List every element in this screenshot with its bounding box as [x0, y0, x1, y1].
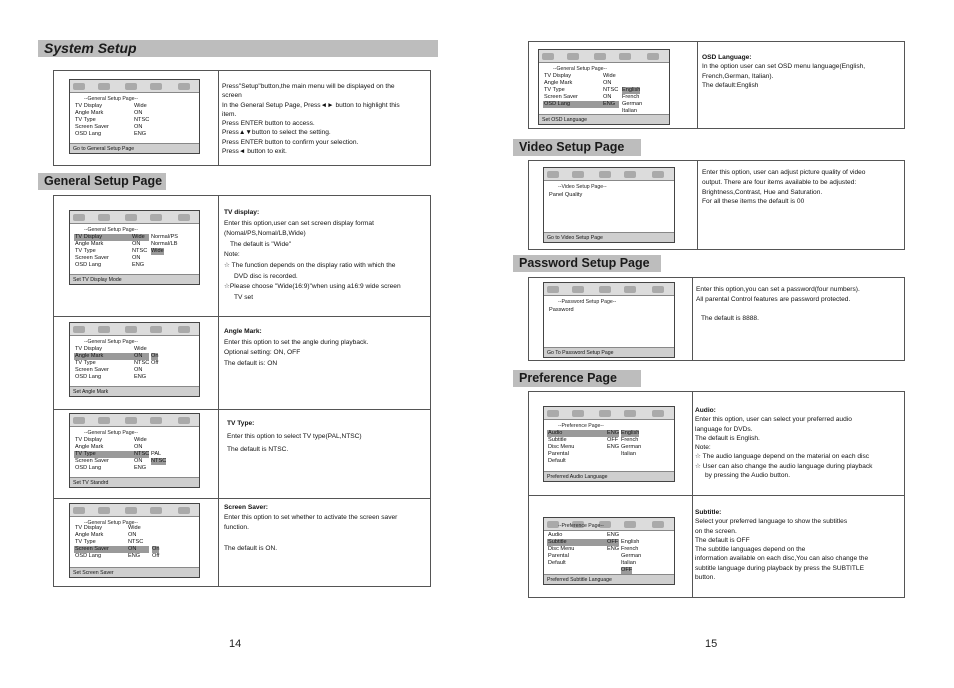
preference-audio-text: Audio: Enter this option, user can select your preferred audio language for DVDs. The default is English. Note: ☆ The audio language depend on the material on each disc ☆ User can also change the audio language during playback by pressing the Audio button.	[695, 407, 873, 480]
osd-language-box	[528, 41, 905, 129]
preference-subtitle-screen: --Preference Page-- Audio ENG Subtitle OFF English Disc Menu ENG French Parental German Default Italian OFF Preferred Subtitle Language	[543, 517, 675, 585]
page-number-right: 15	[705, 638, 718, 650]
video-setup-text: Enter this option, user can adjust picture quality of video output. There are four items available to be adjusted: Brightness,Contrast, Hue and Saturation. For all these items the default is 00	[702, 169, 866, 206]
tv-type-text: TV Type: Enter this option to select TV type(PAL,NTSC) The default is NTSC.	[227, 420, 362, 453]
system-setup-title: System Setup	[44, 40, 137, 56]
general-setup-header	[38, 173, 166, 190]
intro-box	[53, 70, 431, 166]
video-setup-box	[528, 160, 905, 250]
preference-audio-screen: --Preference Page-- Audio ENG English Subtitle OFF French Disc Menu ENG German Parental Italian Default Preferred Audio Language	[543, 406, 675, 482]
video-setup-screen: --Video Setup Page-- Panel Quality Go to Video Setup Page	[543, 167, 675, 243]
page-number-left: 14	[229, 638, 242, 650]
general-setup-screen: --General Setup Page-- TV Display Wide Angle Mark ON TV Type NTSC Screen Saver ON OSD Lang ENG Go to General Setup Page	[69, 79, 200, 154]
tv-type-screen: --General Setup Page-- TV Display Wide Angle Mark ON TV Type NTSC PAL Screen Saver ON NTSC OSD Lang ENG Set TV Standrd	[69, 413, 200, 488]
password-setup-title: Password Setup Page	[519, 256, 650, 270]
tv-display-text: TV display: Enter this option,user can set screen display format (Nomal/PS,Nomal/LB,Wide) The default is "Wide" Note: ☆ The function depends on the display ratio with which the DVD disc is recorded. ☆Please choose "Wide(16:9)"when using a16:9 wide screen TV set	[224, 209, 401, 301]
osd-language-screen: --General Setup Page-- TV Display Wide Angle Mark ON TV Type NTSC English Screen Saver ON French OSD Lang ENG German Italian Set OSD Language	[538, 49, 670, 125]
preference-box	[528, 391, 905, 598]
angle-mark-screen: --General Setup Page-- TV Display Wide Angle Mark ON On TV Type NTSC Off Screen Saver ON OSD Lang ENG Set Angle Mark	[69, 322, 200, 397]
video-setup-header	[513, 139, 641, 156]
password-setup-header	[513, 255, 661, 272]
password-setup-text: Enter this option,you can set a password(four numbers). All parental Control features are password protected. The default is 8888.	[696, 286, 860, 322]
system-setup-header	[38, 40, 438, 57]
intro-text: Press"Setup"button,the main menu will be displayed on the screen In the General Setup Page, Press◄► button to highlight this item. Press ENTER button to access. Press▲▼button to select the setting. Press ENTER button to confirm your selection. Press◄ button to exit.	[222, 83, 400, 156]
screen-saver-screen: --General Setup Page-- TV Display Wide Angle Mark ON TV Type NTSC Screen Saver ON On OSD Lang ENG Off Set Screen Saver	[69, 503, 200, 578]
preference-header	[513, 370, 641, 387]
screen-saver-text: Screen Saver: Enter this option to set whether to activate the screen saver function. The default is ON.	[224, 504, 398, 552]
preference-title: Preference Page	[519, 371, 617, 385]
tv-display-screen: --General Setup Page-- TV Display Wide Normal/PS Angle Mark ON Normal/LB TV Type NTSC Wide Screen Saver ON OSD Lang ENG Set TV Display Mode	[69, 210, 200, 285]
password-setup-box	[528, 277, 905, 361]
angle-mark-text: Angle Mark: Enter this option to set the angle during playback. Optional setting: ON, OFF The default is: ON	[224, 328, 369, 367]
preference-subtitle-text: Subtitle: Select your preferred language to show the subtitles on the screen. The default is OFF The subtitle languages depend on the information available on each disc,You can also change the subtitle language during playback by press the SUBTITLE button.	[695, 509, 869, 582]
general-setup-title: General Setup Page	[44, 174, 163, 188]
video-setup-title: Video Setup Page	[519, 140, 625, 154]
osd-language-text: OSD Language: In the option user can set OSD menu language(English, French,German, Italian). The default:English	[702, 54, 866, 89]
password-setup-screen: --Password Setup Page-- Password Go To Password Setup Page	[543, 282, 675, 358]
menu-icons-bar	[70, 80, 199, 93]
general-setup-box	[53, 195, 431, 587]
